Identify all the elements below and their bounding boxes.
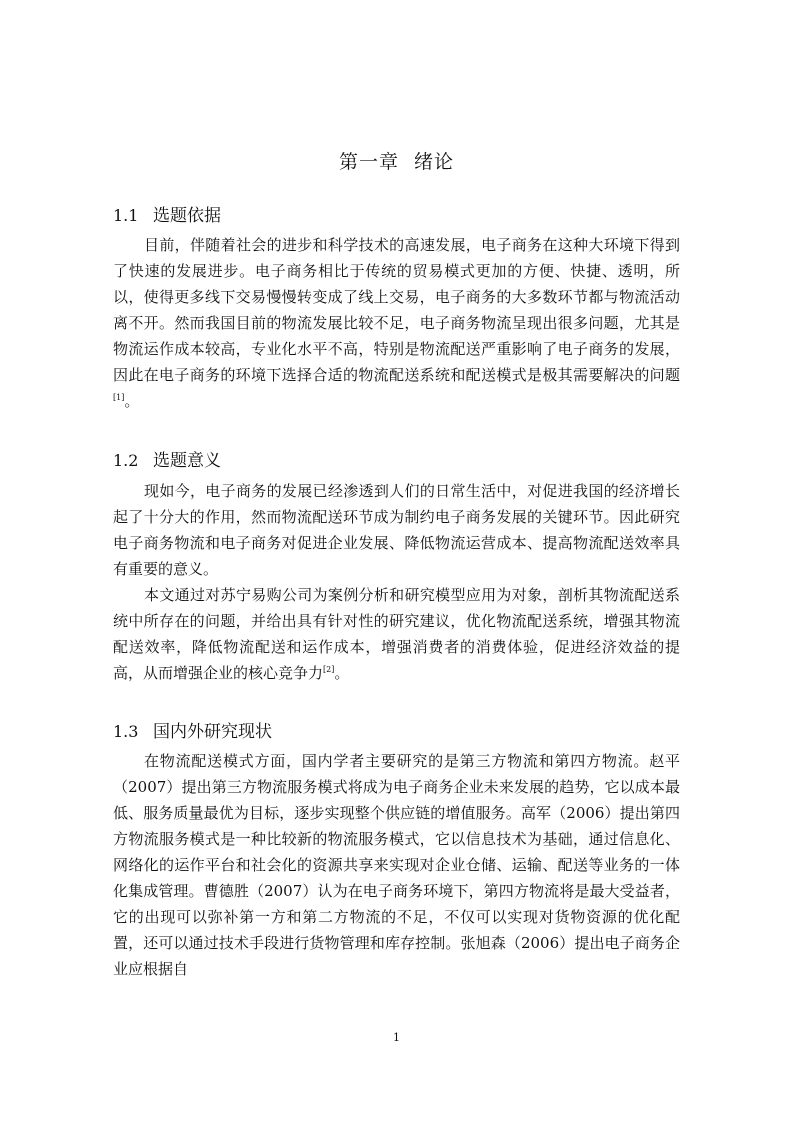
section-title: 选题意义 <box>153 451 221 471</box>
paragraph-text: 现如今，电子商务的发展已经渗透到人们的日常生活中，对促进我国的经济增长起了十分大的作用，然而物流配送环节成为制约电子商务发展的关键环节。因此研究电子商务物流和电子商务对促进企业发展、降低物流运营成本、提高物流配送效率具有重要的意义。 <box>113 482 680 578</box>
section-title: 选题依据 <box>153 206 221 226</box>
section-number: 1.3 <box>113 722 139 741</box>
paragraph <box>113 748 680 982</box>
citation-marker: [2] <box>323 665 335 674</box>
paragraph-text: 目前，伴随着社会的进步和科学技术的高速发展，电子商务在这种大环境下得到了快速的发展进步。电子商务相比于传统的贸易模式更加的方便、快捷、透明，所以，使得更多线下交易慢慢转变成了线上交易，电子商务的大多数环节都与物流活动离不开。然而我国目前的物流发展比较不足，电子商务物流呈现出很多问题，尤其是物流运作成本较高，专业化水平不高，特别是物流配送严重影响了电子商务的发展，因此在电子商务的环境下选择合适的物流配送系统和配送模式是极其需要解决的问题 <box>113 236 680 384</box>
paragraph <box>113 582 680 686</box>
paragraph-tail: 。 <box>124 392 140 410</box>
section-heading-1-3 <box>113 717 272 742</box>
chapter-title: 绪论 <box>414 151 455 173</box>
paragraph <box>113 478 680 582</box>
citation-marker: [1] <box>113 393 125 402</box>
section-number: 1.1 <box>113 206 139 225</box>
section-heading-1-2 <box>113 446 221 471</box>
section-heading-1-1 <box>113 201 221 226</box>
section-number: 1.2 <box>113 451 139 470</box>
paragraph-text: 本文通过对苏宁易购公司为案例分析和研究模型应用为对象，剖析其物流配送系统中所存在的问题，并给出具有针对性的研究建议，优化物流配送系统，增强其物流配送效率，降低物流配送和运作成本，增强消费者的消费体验，促进经济效益的提高，从而增强企业的核心竞争力 <box>113 586 680 682</box>
page-number: 1 <box>393 1031 400 1044</box>
chapter-heading <box>0 147 793 174</box>
chapter-number: 第一章 <box>338 151 399 173</box>
paragraph-text: 在物流配送模式方面，国内学者主要研究的是第三方物流和第四方物流。赵平（2007）提出第三方物流服务模式将成为电子商务企业未来发展的趋势，它以成本最低、服务质量最优为目标，逐步实现整个供应链的增值服务。高军（2006）提出第四方物流服务模式是一种比较新的物流服务模式，它以信息技术为基础，通过信息化、网络化的运作平台和社会化的资源共享来实现对企业仓储、运输、配送等业务的一体化集成管理。曹德胜（2007）认为在电子商务环境下，第四方物流将是最大受益者，它的出现可以弥补第一方和第二方物流的不足，不仅可以实现对货物资源的优化配置，还可以通过技术手段进行货物管理和库存控制。张旭森（2006）提出电子商务企业应根据自 <box>113 752 680 978</box>
section-title: 国内外研究现状 <box>153 722 272 742</box>
paragraph <box>113 232 680 414</box>
paragraph-tail: 。 <box>334 664 350 682</box>
